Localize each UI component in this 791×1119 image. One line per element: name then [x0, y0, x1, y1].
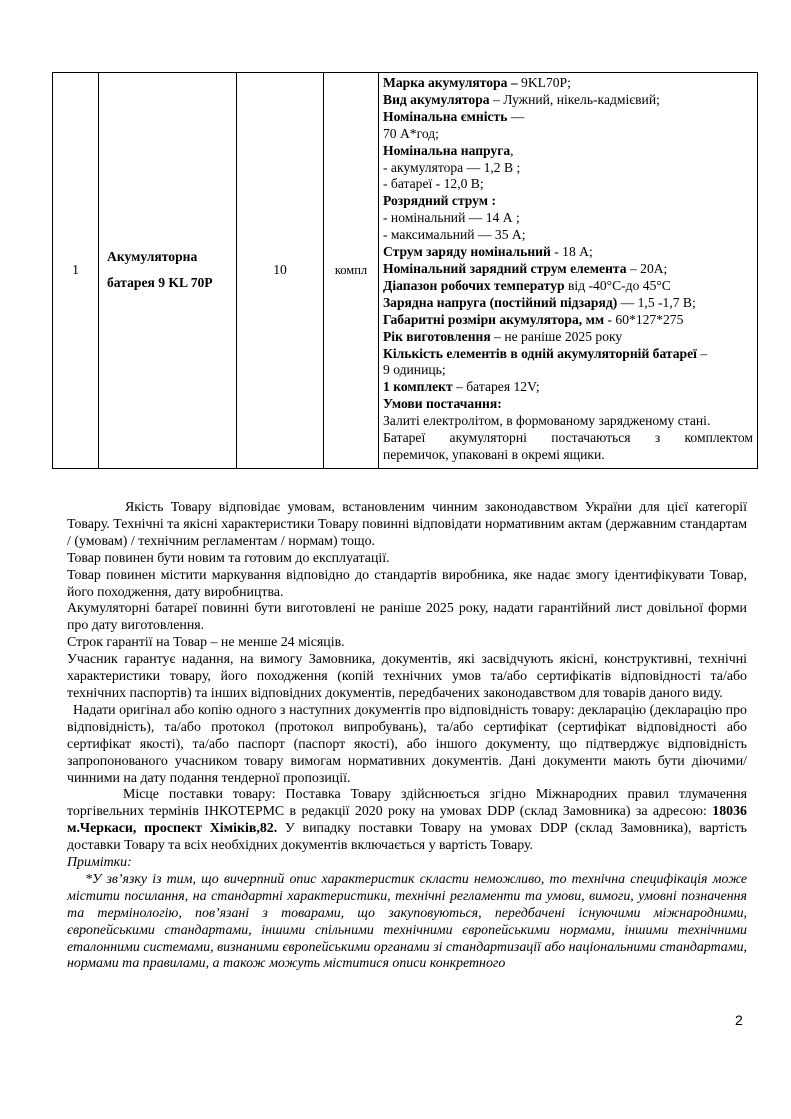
- documents-paragraph: Учасник гарантує надання, на вимогу Замовника, документів, які засвідчують якісні, конструктивні, технічні характеристики товару, його походження (копій технічних умов та/або сертифікатів відповідності та/або технічних паспортів) та інших відповідних документів, передбачених законодавством для товарів даного виду.: [67, 652, 747, 701]
- product-name: [99, 73, 237, 469]
- spec-table: [52, 72, 758, 469]
- spec-line: [383, 312, 753, 329]
- spec-line: [383, 126, 753, 143]
- spec-value: 9KL70P;: [517, 75, 571, 90]
- spec-value: – 20А;: [626, 260, 668, 276]
- spec-line: [383, 396, 753, 413]
- spec-label: Марка акумулятора –: [383, 75, 518, 90]
- spec-value: 9 одиниць;: [383, 362, 446, 378]
- spec-line: [383, 278, 753, 295]
- spec-line: [383, 92, 753, 109]
- spec-label: Зарядна напруга (постійний підзаряд): [383, 294, 618, 310]
- spec-line: [383, 193, 753, 210]
- spec-line: [383, 75, 753, 92]
- delivery-text: Місце поставки товару: Поставка Товару здійснюється згідно Міжнародних правил тлумачення торгівельних термінів ІНКОТЕРМС в редакції 2020 року на умовах DDP (склад Замовника) за адресою:: [67, 787, 747, 820]
- spec-value: - номінальний — 14 А ;: [383, 210, 520, 226]
- quantity-cell: 10: [237, 73, 324, 469]
- product-name-line1: Акумуляторна: [107, 249, 198, 265]
- spec-value: перемичок, упаковані в окремі ящики.: [383, 446, 605, 462]
- spec-label: Кількість елементів в одній акумуляторній батареї: [383, 345, 697, 361]
- spec-value: –: [696, 345, 708, 361]
- spec-line: [383, 430, 753, 447]
- spec-line: [383, 143, 753, 160]
- spec-line: [383, 413, 753, 430]
- quality-paragraph: Якість Товару відповідає умовам, встановленим чинним законодавством України для цієї категорії Товару. Технічні та якісні характеристики Товару повинні відповідати нормативним актам (державним стандартам / (умовам) / технічним регламентам / нормам) тощо.: [67, 500, 747, 549]
- spec-label: Вид акумулятора: [383, 91, 490, 107]
- delivery-address: 18036 м.Черкаси, проспект Хіміків,82.: [67, 804, 747, 837]
- spec-line: [383, 346, 753, 363]
- delivery-cost-text: У випадку поставки Товару на умовах DDP (склад Замовника), вартість доставки Товару та всіх необхідних документів включається у вартість Товару.: [67, 821, 747, 854]
- spec-line: [383, 244, 753, 261]
- spec-line: [383, 160, 753, 177]
- spec-value: - акумулятора — 1,2 В ;: [383, 159, 521, 175]
- notes-title: Примітки:: [67, 855, 132, 871]
- marking-paragraph: Товар повинен містити маркування відповідно до стандартів виробника, яке надає змогу ідентифікувати Товар, його походження, дату виробництва.: [67, 567, 747, 600]
- spec-line: [383, 261, 753, 278]
- spec-line: [383, 295, 753, 312]
- spec-value: від -40°С-до 45°С: [564, 277, 671, 293]
- spec-line: [383, 227, 753, 244]
- spec-line: [383, 362, 753, 379]
- note-paragraph: *У зв’язку із тим, що вичерпний опис характеристик скласти неможливо, то технічна специфікація може містити посилання, на стандартні характеристики, технічні регламенти та умови, вимоги, умовні позначення та термінологію, пов’язані з товарами, що закуповуються, передбачені існуючими міжнародними, європейськими стандартами, іншими спільними технічними європейськими нормами, іншими технічними еталонними системами, визнаними європейськими органами зі стандартизації або національними стандартами, нормами та правилами, а також можуть міститися описи конкретного: [67, 871, 747, 972]
- row-number: 1: [53, 73, 99, 469]
- spec-line: [383, 176, 753, 193]
- warranty-paragraph: Строк гарантії на Товар – не менше 24 місяців.: [67, 635, 345, 651]
- page-number: 2: [735, 1012, 743, 1028]
- unit-cell: компл: [324, 73, 379, 469]
- spec-value: – не раніше 2025 року: [490, 328, 623, 344]
- spec-line: [383, 447, 753, 464]
- table-row: [53, 73, 758, 469]
- conformity-paragraph: Надати оригінал або копію одного з наступних документів про відповідність товару: декларацію (декларацію про відповідність), та/або протокол (протокол випробувань), та/або сертифікат (сертифікат відповідності або сертифікат якості), та/або паспорт (паспорт якості), або іншого документу, що підтверджує відповідність запропонованого учасником товару вимогам нормативних документів. Дані документи мають бути діючими/чинними на дату подання тендерної пропозиції.: [67, 702, 747, 786]
- spec-label: Струм заряду номінальний: [383, 244, 551, 260]
- manufacture-date-paragraph: Акумуляторні батареї повинні бути виготовлені не раніше 2025 року, надати гарантійний лист довільної форми про дату виготовлення.: [67, 601, 747, 634]
- new-product-paragraph: Товар повинен бути новим та готовим до експлуатації.: [67, 550, 390, 566]
- spec-value: - батареї - 12,0 В;: [383, 176, 484, 192]
- delivery-paragraph: [67, 787, 747, 855]
- spec-label: Номінальний зарядний струм елемента: [383, 260, 627, 276]
- spec-label: Умови постачання:: [383, 396, 502, 412]
- spec-value: Залиті електролітом, в формованому зарядженому стані.: [383, 413, 711, 429]
- product-name-line2: батарея 9 KL 70P: [107, 275, 213, 291]
- specification-cell: [379, 73, 758, 469]
- spec-line: [383, 329, 753, 346]
- spec-line: [383, 109, 753, 126]
- spec-label: Номінальна напруга: [383, 142, 511, 158]
- requirements-text: [67, 500, 747, 973]
- spec-value: - максимальний — 35 А;: [383, 227, 526, 243]
- spec-label: Розрядний струм :: [383, 193, 496, 209]
- spec-value: —: [507, 108, 525, 124]
- spec-label: Габаритні розміри акумулятора, мм: [383, 311, 605, 327]
- spec-value: ,: [510, 142, 514, 158]
- spec-line: [383, 379, 753, 396]
- spec-value: 70 А*год;: [383, 125, 439, 141]
- spec-value: - 60*127*275: [604, 311, 684, 327]
- spec-value: - 18 А;: [550, 244, 593, 260]
- spec-label: Діапазон робочих температур: [383, 277, 565, 293]
- spec-label: Рік виготовлення: [383, 328, 491, 344]
- spec-value: – батарея 12V;: [452, 379, 540, 395]
- spec-value: — 1,5 -1,7 В;: [617, 294, 696, 310]
- spec-value: Батареї акумуляторні постачаються з комплектом: [383, 430, 753, 446]
- spec-line: [383, 210, 753, 227]
- spec-label: Номінальна ємність: [383, 108, 508, 124]
- spec-label: 1 комплект: [383, 379, 453, 395]
- spec-value: – Лужний, нікель-кадмієвий;: [489, 91, 660, 107]
